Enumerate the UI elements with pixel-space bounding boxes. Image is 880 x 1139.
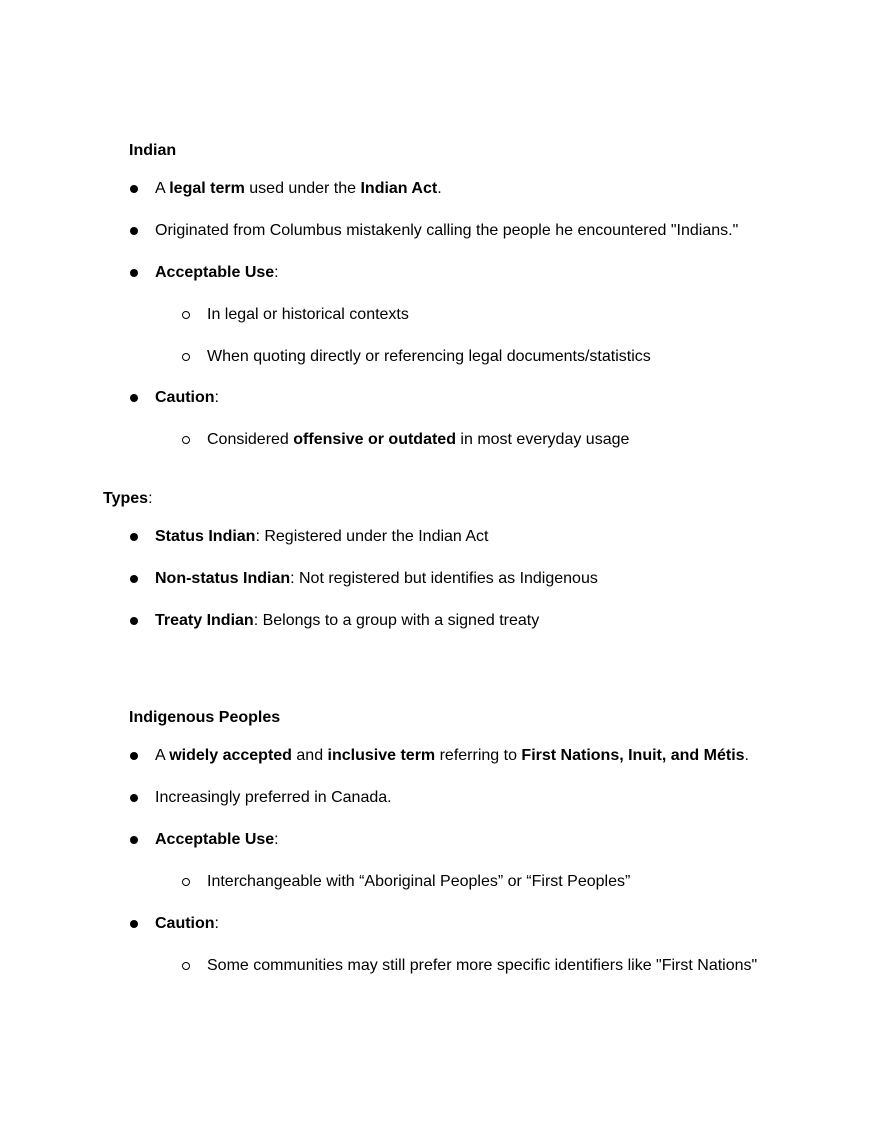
bullet-icon [127,569,141,589]
list-item: Caution: [155,389,219,406]
sub-bullet-icon [179,872,193,892]
list-item: Treaty Indian: Belongs to a group with a signed treaty [155,612,540,629]
list-item: Status Indian: Registered under the Indian Act [155,528,489,545]
section-heading-indigenous-peoples: Indigenous Peoples [129,709,281,726]
bullet-icon [127,830,141,850]
bullet-icon [127,527,141,547]
list-item: Acceptable Use: [155,264,279,281]
list-item: Non-status Indian: Not registered but identifies as Indigenous [155,570,598,587]
bullet-icon [127,179,141,199]
list-item: Caution: [155,915,219,932]
sub-list-item: When quoting directly or referencing legal documents/statistics [207,348,651,365]
bullet-icon [127,221,141,241]
bullet-icon [127,788,141,808]
list-item: Originated from Columbus mistakenly calling the people he encountered "Indians." [155,222,739,239]
list-item: A widely accepted and inclusive term referring to First Nations, Inuit, and Métis. [155,747,749,764]
bullet-icon [127,263,141,283]
types-heading: Types: [103,490,153,507]
section-heading-indian: Indian [129,142,177,159]
sub-bullet-icon [179,305,193,325]
list-item: A legal term used under the Indian Act. [155,180,442,197]
sub-bullet-icon [179,956,193,976]
sub-list-item: Some communities may still prefer more specific identifiers like "First Nations" [207,957,758,974]
sub-list-item: In legal or historical contexts [207,306,409,323]
sub-bullet-icon [179,430,193,450]
sub-list-item: Interchangeable with “Aboriginal Peoples” or “First Peoples” [207,873,631,890]
bullet-icon [127,746,141,766]
bullet-icon [127,388,141,408]
list-item: Increasingly preferred in Canada. [155,789,392,806]
sub-list-item: Considered offensive or outdated in most everyday usage [207,431,630,448]
sub-bullet-icon [179,347,193,367]
bullet-icon [127,914,141,934]
list-item: Acceptable Use: [155,831,279,848]
bullet-icon [127,611,141,631]
